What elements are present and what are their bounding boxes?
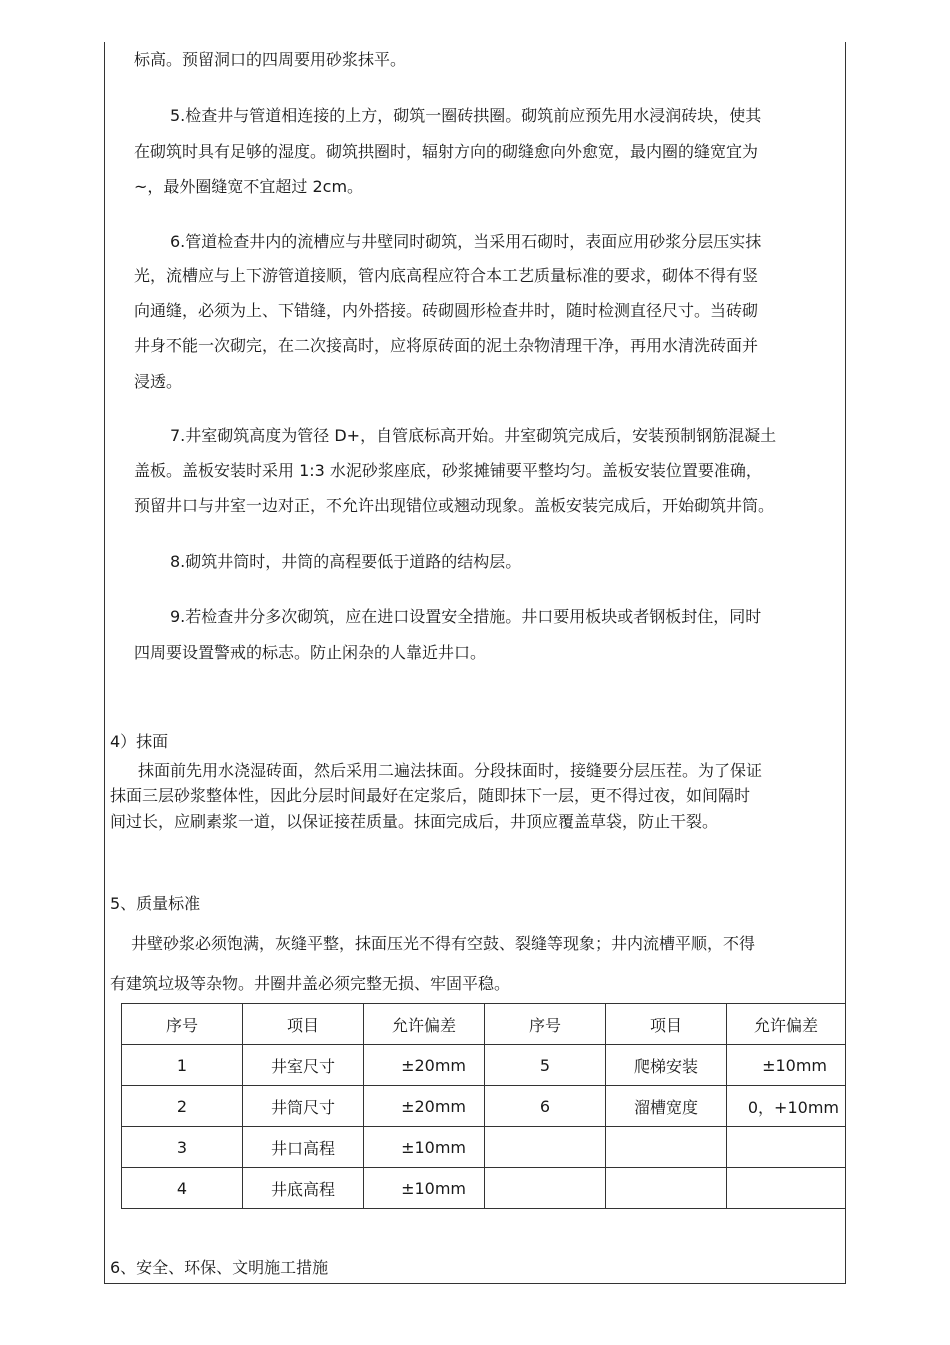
table-cell: 3 [122,1127,243,1168]
section-heading: 5、质量标准 [110,894,201,913]
table-cell: 0，+10mm [727,1086,846,1127]
table-cell: ±10mm [364,1168,485,1209]
table-cell [727,1127,846,1168]
table-cell: 2 [122,1086,243,1127]
table-cell [606,1127,727,1168]
paragraph-line: ~，最外圈缝宽不宜超过 2cm。 [134,177,364,196]
table-cell: 井口高程 [243,1127,364,1168]
paragraph-line: 光，流槽应与上下游管道接顺，管内底高程应符合本工艺质量标准的要求，砌体不得有竖 [134,266,759,285]
paragraph-line: 盖板。盖板安装时采用 1:3 水泥砂浆座底，砂浆摊铺要平整均匀。盖板安装位置要准确， [134,461,762,480]
table-cell: ±10mm [727,1045,846,1086]
paragraph-line: 7.井室砌筑高度为管径 D+，自管底标高开始。井室砌筑完成后，安装预制钢筋混凝土 [170,426,777,445]
table-cell [727,1168,846,1209]
paragraph-line: 抹面前先用水浇湿砖面，然后采用二遍法抹面。分段抹面时，接缝要分层压茬。为了保证 [138,761,763,780]
table-header: 允许偏差 [364,1004,485,1045]
table-row [122,1168,846,1209]
table-cell [606,1168,727,1209]
table-cell [485,1168,606,1209]
quality-tolerance-table [121,1003,846,1209]
paragraph-line: 9.若检查井分多次砌筑，应在进口设置安全措施。井口要用板块或者钢板封住，同时 [170,607,762,626]
table-header: 允许偏差 [727,1004,846,1045]
table-header-row [122,1004,846,1045]
paragraph-line: 浸透。 [134,372,183,391]
paragraph-line: 预留井口与井室一边对正，不允许出现错位或翘动现象。盖板安装完成后，开始砌筑井筒。 [134,496,775,515]
table-cell: 爬梯安装 [606,1045,727,1086]
paragraph-line: 标高。预留洞口的四周要用砂浆抹平。 [134,50,407,69]
table-cell: 6 [485,1086,606,1127]
table-header: 序号 [485,1004,606,1045]
table-cell: 井室尺寸 [243,1045,364,1086]
table-cell [485,1127,606,1168]
table-row [122,1045,846,1086]
table-cell: 1 [122,1045,243,1086]
paragraph-line: 6.管道检查井内的流槽应与井壁同时砌筑，当采用石砌时，表面应用砂浆分层压实抹 [170,232,762,251]
table-header: 项目 [243,1004,364,1045]
paragraph-line: 8.砌筑井筒时，井筒的高程要低于道路的结构层。 [170,552,522,571]
table-cell: 4 [122,1168,243,1209]
section-heading: 6、安全、环保、文明施工措施 [110,1258,329,1277]
paragraph-line: 四周要设置警戒的标志。防止闲杂的人靠近井口。 [134,643,487,662]
paragraph-line: 在砌筑时具有足够的湿度。砌筑拱圈时，辐射方向的砌缝愈向外愈宽，最内圈的缝宽宜为 [134,142,759,161]
table-cell: 溜槽宽度 [606,1086,727,1127]
paragraph-line: 5.检查井与管道相连接的上方，砌筑一圈砖拱圈。砌筑前应预先用水浸润砖块，使其 [170,106,762,125]
paragraph-line: 间过长，应刷素浆一道，以保证接茬质量。抹面完成后，井顶应覆盖草袋，防止干裂。 [110,812,719,831]
table-cell: ±20mm [364,1086,485,1127]
paragraph-line: 抹面三层砂浆整体性，因此分层时间最好在定浆后，随即抹下一层，更不得过夜，如间隔时 [110,786,751,805]
table-cell: 5 [485,1045,606,1086]
table-cell: ±10mm [364,1127,485,1168]
table-header: 序号 [122,1004,243,1045]
table-cell: 井筒尺寸 [243,1086,364,1127]
paragraph-line: 井身不能一次砌完，在二次接高时，应将原砖面的泥土杂物清理干净，再用水清洗砖面并 [134,336,759,355]
table-row [122,1086,846,1127]
section-heading: 4）抹面 [110,732,169,751]
table-header: 项目 [606,1004,727,1045]
paragraph-line: 井壁砂浆必须饱满，灰缝平整，抹面压光不得有空鼓、裂缝等现象；井内流槽平顺，不得 [131,934,756,953]
table-cell: ±20mm [364,1045,485,1086]
paragraph-line: 有建筑垃圾等杂物。井圈井盖必须完整无损、牢固平稳。 [110,974,511,993]
paragraph-line: 向通缝，必须为上、下错缝，内外搭接。砖砌圆形检查井时，随时检测直径尺寸。当砖砌 [134,301,759,320]
table-row [122,1127,846,1168]
table-cell: 井底高程 [243,1168,364,1209]
